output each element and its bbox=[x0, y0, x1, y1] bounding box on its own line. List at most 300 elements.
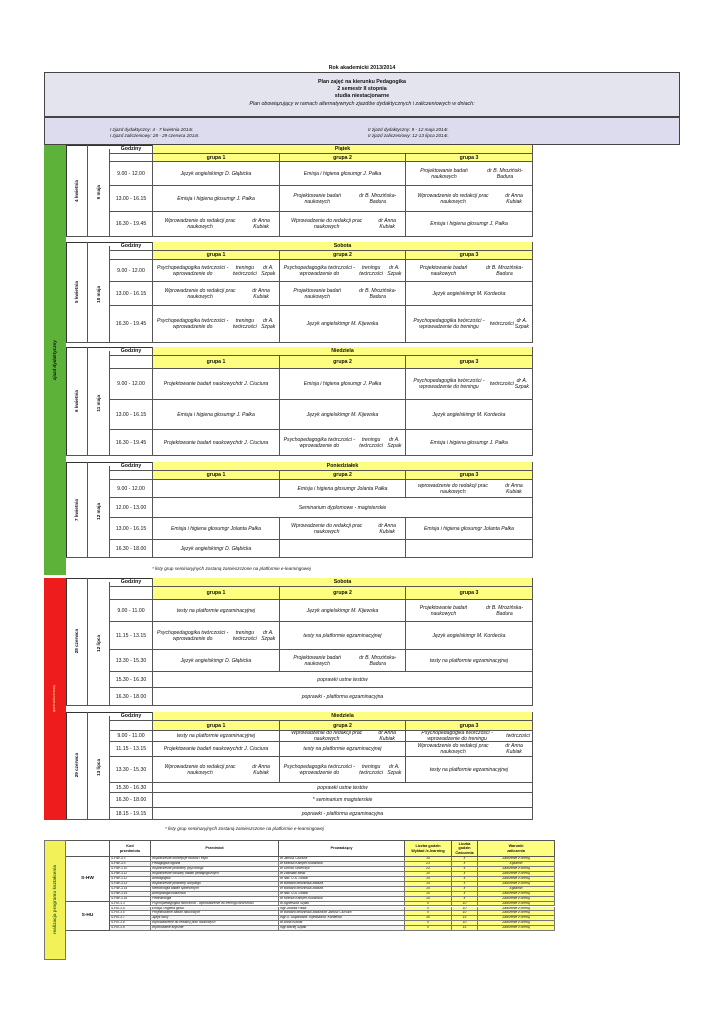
group-2-header: grupa 2 bbox=[280, 721, 406, 731]
date-primary-label: 5 kwietnia bbox=[73, 281, 79, 303]
class-line: Psychopedagogika twórczości - wprowadzenie do treningu bbox=[421, 731, 493, 742]
class-line: mgr M. Kordecka bbox=[466, 290, 506, 297]
class-cell-group-2 bbox=[280, 212, 406, 237]
program-cell: x bbox=[452, 872, 478, 877]
program-cell: S-HW-3.10 bbox=[110, 867, 151, 872]
time-slot: 16.30 - 19.45 bbox=[110, 430, 153, 456]
program-cell: x bbox=[452, 887, 478, 892]
program-header-line: Liczba bbox=[458, 842, 471, 847]
class-span-cell bbox=[153, 783, 533, 793]
class-cell-group-3 bbox=[406, 540, 533, 558]
class-cell-group-2 bbox=[280, 282, 406, 306]
program-cell: dr Zdzisław Bilski bbox=[279, 872, 405, 877]
time-slot: 13.00 - 16.15 bbox=[110, 186, 153, 212]
class-cell-group-2 bbox=[280, 757, 406, 783]
class-line: dr J. Ciuciura bbox=[238, 381, 269, 387]
program-cell: Współczesne koncepcje filozofii i etyki bbox=[151, 857, 279, 862]
time-slot: 9.00 - 12.00 bbox=[110, 480, 153, 498]
class-line: dr B. Mrozińska-Badura bbox=[359, 287, 397, 300]
program-cell: x bbox=[405, 911, 452, 916]
program-cell: 15 bbox=[405, 882, 452, 887]
date-primary bbox=[66, 347, 88, 456]
time-slot: 9.00 - 11.00 bbox=[110, 600, 153, 622]
program-cell: Egzamin bbox=[478, 887, 555, 892]
date-primary bbox=[66, 462, 88, 558]
program-cell: 15 bbox=[452, 926, 478, 931]
class-line: wprowadzenie do redakcji prac naukowych bbox=[417, 482, 488, 495]
class-line: dr J. Ciuciura bbox=[238, 746, 269, 752]
program-cell: x bbox=[405, 926, 452, 931]
class-line: Emisja i higiena głosu bbox=[430, 439, 480, 446]
program-cell: Projektowanie badań naukowych bbox=[151, 911, 279, 916]
program-cell: S-HW-3.15 bbox=[110, 892, 151, 897]
plan-title: Plan zajęć na kierunku Pedagogika bbox=[317, 79, 407, 86]
class-line: dr Anna Kubiak bbox=[252, 763, 270, 776]
date-primary bbox=[66, 578, 88, 706]
program-cell: Wychowanie fizyczne bbox=[151, 926, 279, 931]
class-cell-group-2 bbox=[280, 650, 406, 672]
class-line: Wprowadzenie do redakcji prac naukowych bbox=[291, 522, 363, 535]
class-line: Psychopedagogika twórczości - wprowadzenie do treningu bbox=[413, 318, 485, 330]
class-line: treningu twórczości bbox=[359, 436, 384, 449]
program-header-5 bbox=[452, 840, 478, 857]
class-line: mgr M. Kijewska bbox=[340, 411, 379, 418]
class-cell-group-1 bbox=[153, 430, 280, 456]
program-cell: 30 bbox=[405, 916, 452, 921]
program-group-label: S-HU bbox=[66, 902, 110, 932]
program-cell: 10 bbox=[452, 902, 478, 907]
class-line: Psychopedagogika twórczości - wprowadzenie do bbox=[156, 318, 229, 330]
program-cell: dr Anna Kubiak bbox=[279, 921, 405, 926]
program-cell: x bbox=[452, 882, 478, 887]
class-cell-group-3 bbox=[406, 282, 533, 306]
class-cell-group-3 bbox=[406, 162, 533, 186]
group-2-header: grupa 2 bbox=[280, 587, 406, 600]
day-header: Sobota bbox=[153, 578, 533, 587]
godziny-header: Godziny bbox=[110, 578, 153, 587]
program-group-label: S-HW bbox=[66, 857, 110, 902]
program-cell: 23 bbox=[405, 862, 452, 867]
program-cell: Zaliczenie z oceną bbox=[478, 857, 555, 862]
program-header-line: Kod bbox=[126, 844, 134, 849]
program-cell: Zaliczenie z oceną bbox=[478, 882, 555, 887]
class-line: dr A. Szpak bbox=[514, 318, 529, 330]
program-cell: S-HW-3.13 bbox=[110, 882, 151, 887]
class-line: Psychopedagogika twórczości - wprowadzenie do bbox=[156, 264, 229, 277]
group-3-header: grupa 3 bbox=[406, 587, 533, 600]
date-secondary-label: 11 maja bbox=[95, 394, 101, 412]
program-cell: dr Barbara Mrozińska-Badura bbox=[279, 882, 405, 887]
program-cell: Zaliczenie z oceną bbox=[478, 897, 555, 902]
program-cell: S-HU-3.5 bbox=[110, 911, 151, 916]
date-secondary-label: 10 maja bbox=[95, 285, 101, 303]
class-cell-group-3 bbox=[406, 731, 533, 742]
godziny-header: Godziny bbox=[110, 242, 153, 251]
program-cell: Język obcy bbox=[151, 916, 279, 921]
program-cell: Zaliczenie z oceną bbox=[478, 877, 555, 882]
class-cell-group-3 bbox=[406, 742, 533, 757]
class-line: twórczości bbox=[506, 733, 530, 739]
class-line: dr Anna Kubiak bbox=[505, 482, 523, 495]
class-line: mgr D. Głąbicka bbox=[214, 545, 252, 552]
class-line: Projektowanie badań naukowych bbox=[163, 746, 239, 752]
program-cell: Zaliczenie z oceną bbox=[478, 907, 555, 912]
date-secondary-label: 12 lipca bbox=[95, 635, 101, 652]
program-cell: Zaliczenie z oceną bbox=[478, 902, 555, 907]
group-1-header: grupa 1 bbox=[153, 251, 280, 260]
program-cell: Współczesne problemy socjologii bbox=[151, 882, 279, 887]
class-line: Wprowadzenie do redakcji prac naukowych bbox=[164, 287, 236, 300]
class-line: Emisja i higiena głosu bbox=[177, 195, 227, 202]
program-cell: x bbox=[405, 907, 452, 912]
class-line: Emisja i higiena głosu bbox=[297, 485, 347, 492]
program-cell: Wprowadzenie do redakcji prac naukowych bbox=[151, 921, 279, 926]
class-line: dr J. Ciuciura bbox=[238, 439, 269, 446]
class-line: dr Anna Kubiak bbox=[505, 743, 523, 755]
program-cell: 10 bbox=[452, 907, 478, 912]
godziny-spacer bbox=[110, 587, 153, 600]
class-cell-group-2 bbox=[280, 400, 406, 430]
class-line: treningu twórczości bbox=[232, 629, 257, 642]
class-line: mgr J. Pałka bbox=[226, 195, 255, 202]
class-line: Psychopedagogika twórczości - wprowadzenie do bbox=[156, 629, 229, 642]
group-3-header: grupa 3 bbox=[406, 356, 533, 369]
date-secondary bbox=[88, 246, 110, 343]
class-line: mgr J. Pałka bbox=[479, 221, 508, 227]
time-slot: 9.00 - 12.00 bbox=[110, 162, 153, 186]
program-header-6 bbox=[478, 840, 555, 857]
program-cell: Psychopedagogika twórczości - wprowadzenie do treningu twórczości bbox=[151, 902, 279, 907]
semester: 2 semestr II stopnia bbox=[337, 86, 387, 93]
zjazd-left-2: I zjazd zaliczeniowy: 28 - 29 czerwca 2014r. bbox=[110, 133, 200, 138]
group-3-header: grupa 3 bbox=[406, 154, 533, 162]
program-cell: x bbox=[452, 862, 478, 867]
time-slot: 9.00 - 12.00 bbox=[110, 369, 153, 400]
group-3-header: grupa 3 bbox=[406, 471, 533, 480]
godziny-spacer bbox=[110, 154, 153, 162]
class-cell-group-3 bbox=[406, 306, 533, 343]
time-slot: 16.30 - 19.45 bbox=[110, 212, 153, 237]
program-header-line: Prowadzący bbox=[330, 846, 353, 851]
class-line: mgr J. Pałka bbox=[226, 411, 255, 418]
zjazd-dydaktyczny-label: zjazd dydaktyczny bbox=[52, 339, 58, 381]
program-cell: Zaliczenie z oceną bbox=[478, 921, 555, 926]
program-cell: Współczesne problemy psychologii bbox=[151, 867, 279, 872]
program-header-line: Liczba godzin bbox=[415, 844, 441, 849]
class-line: mgr M. Kordecka bbox=[466, 632, 506, 639]
program-cell: x bbox=[452, 867, 478, 872]
class-cell-group-1 bbox=[153, 400, 280, 430]
class-line: mgr M. Kijewska bbox=[340, 321, 379, 327]
class-cell-group-1 bbox=[153, 369, 280, 400]
date-secondary bbox=[88, 351, 110, 456]
day-header: Piątek bbox=[153, 145, 533, 154]
program-cell: Zaliczenie z oceną bbox=[478, 872, 555, 877]
class-line: dr Anna Kubiak bbox=[252, 287, 270, 300]
class-cell-group-1 bbox=[153, 306, 280, 343]
class-span-cell bbox=[153, 688, 533, 706]
program-cell: Pedagogika ogólna bbox=[151, 862, 279, 867]
group-2-header: grupa 2 bbox=[280, 251, 406, 260]
class-line: testy na platformie egzaminacyjnej bbox=[429, 657, 509, 664]
program-cell: S-HW-3.3 bbox=[110, 857, 151, 862]
class-line: Projektowanie badań naukowych bbox=[293, 287, 341, 300]
program-cell: 15 bbox=[405, 897, 452, 902]
time-slot: 13.30 - 15.30 bbox=[110, 650, 153, 672]
class-cell-group-3 bbox=[406, 622, 533, 650]
zjazd-zaliczeniowy-label: zjazd zaliczeniowy bbox=[52, 685, 57, 713]
class-line: mgr M. Kijewska bbox=[340, 607, 379, 614]
class-line: mgr J. Pałka bbox=[352, 170, 382, 177]
time-slot: 16.30 - 18.00 bbox=[110, 540, 153, 558]
program-cell: 15 bbox=[405, 887, 452, 892]
date-secondary bbox=[88, 716, 110, 820]
class-line: Emisja i higiena głosu bbox=[303, 170, 353, 177]
program-cell: Andragogika bbox=[151, 877, 279, 882]
godziny-header: Godziny bbox=[110, 462, 153, 471]
time-slot: 9.00 - 12.00 bbox=[110, 260, 153, 282]
program-cell: Antropologia kulturowa bbox=[151, 892, 279, 897]
class-cell-group-1 bbox=[153, 540, 280, 558]
program-cell: Pedeutologia bbox=[151, 897, 279, 902]
program-cell: S-HW-3.12 bbox=[110, 877, 151, 882]
class-cell-group-2 bbox=[280, 430, 406, 456]
class-line: treningu twórczości bbox=[359, 763, 384, 776]
time-slot: 13.30 - 15.30 bbox=[110, 757, 153, 783]
class-cell-group-2 bbox=[280, 306, 406, 343]
group-1-header: grupa 1 bbox=[153, 587, 280, 600]
class-line: Projektowanie badań naukowych bbox=[419, 604, 468, 617]
class-line: twórczości bbox=[490, 321, 514, 327]
group-1-header: grupa 1 bbox=[153, 154, 280, 162]
class-line: Projektowanie badań naukowych bbox=[293, 192, 341, 205]
class-line: testy na platformie egzaminacyjnej bbox=[429, 766, 509, 773]
class-span-cell bbox=[153, 793, 533, 808]
class-line: Psychopedagogika twórczości - wprowadzenie do bbox=[283, 436, 356, 449]
class-line: Wprowadzenie do redakcji prac naukowych bbox=[164, 763, 236, 776]
program-cell: S-HU-3.9 bbox=[110, 926, 151, 931]
program-cell: dr Agnieszka Szpak bbox=[279, 902, 405, 907]
class-line: poprawki - platforma egzaminacyjna bbox=[301, 693, 384, 700]
program-cell: Współczesne obszary badań pedagogicznych bbox=[151, 872, 279, 877]
date-primary-label: 6 kwietnia bbox=[73, 390, 79, 412]
class-cell-group-1 bbox=[153, 518, 280, 540]
class-line: twórczości bbox=[490, 381, 514, 387]
class-line: Język angielski bbox=[432, 411, 467, 418]
class-line: mgr D. Głąbicka bbox=[214, 657, 252, 664]
class-span-cell bbox=[153, 498, 533, 518]
class-line: Język angielski bbox=[180, 170, 215, 177]
date-secondary bbox=[88, 582, 110, 706]
class-span-cell bbox=[153, 808, 533, 820]
time-slot: 9.00 - 11.00 bbox=[110, 731, 153, 742]
godziny-header: Godziny bbox=[110, 712, 153, 721]
class-line: Język angielski bbox=[180, 545, 215, 552]
day-header: Niedziela bbox=[153, 712, 533, 721]
zjazd-left-1: I zjazd dydaktyczny: 4 - 7 kwietnia 2014r. bbox=[110, 127, 194, 132]
class-cell-group-1 bbox=[153, 282, 280, 306]
class-line: mgr J. Pałka bbox=[479, 439, 508, 446]
program-cell: x bbox=[452, 897, 478, 902]
class-cell-group-3 bbox=[406, 650, 533, 672]
program-cell: 15 bbox=[405, 857, 452, 862]
program-cell: dr Monika Kamper-Kubańska bbox=[279, 862, 405, 867]
class-line: Emisja i higiena głosu bbox=[430, 221, 480, 227]
godziny-header: Godziny bbox=[110, 145, 153, 154]
class-cell-group-1 bbox=[153, 742, 280, 757]
class-line: mgr D. Głąbicka bbox=[214, 170, 252, 177]
class-line: mgr M. Kordecka bbox=[466, 411, 506, 418]
program-cell: mgr Maciej Szpak bbox=[279, 926, 405, 931]
date-secondary-label: 9 maja bbox=[95, 185, 101, 200]
program-cell: S-HW-3.14 bbox=[110, 887, 151, 892]
class-line: * seminarium magisterskie bbox=[312, 797, 373, 803]
class-line: dr Anna Kubiak bbox=[378, 731, 397, 742]
program-cell: Metodologia badań społecznych bbox=[151, 887, 279, 892]
program-cell: Emisja i higiena głosu bbox=[151, 907, 279, 912]
class-line: Wprowadzenie do redakcji prac naukowych bbox=[417, 192, 489, 205]
class-line: Wprowadzenie do redakcji prac naukowych bbox=[417, 743, 489, 755]
program-cell: S-HU-3.7 bbox=[110, 916, 151, 921]
program-cell: S-HW-3.16 bbox=[110, 897, 151, 902]
day-header: Niedziela bbox=[153, 347, 533, 356]
program-cell: 15 bbox=[452, 916, 478, 921]
program-cell: dr Monika Kamper-Kubańska bbox=[279, 897, 405, 902]
class-cell-group-2 bbox=[280, 600, 406, 622]
class-line: Emisja i higiena głosu bbox=[423, 525, 474, 532]
class-line: Psychopedagogika twórczości - wprowadzenie do bbox=[283, 264, 356, 277]
class-cell-group-2 bbox=[280, 480, 406, 498]
class-cell-group-3 bbox=[406, 518, 533, 540]
program-cell: dr Dorota Strzelczyk bbox=[279, 867, 405, 872]
date-primary-label: 28 czerwca bbox=[73, 629, 79, 654]
class-line: dr A. Szpak bbox=[261, 629, 276, 642]
class-line: mgr J. Pałka bbox=[352, 381, 382, 387]
class-line: Język angielski bbox=[432, 632, 467, 639]
program-header-line: przedmiotu bbox=[119, 848, 141, 853]
time-slot: 15.30 - 16.30 bbox=[110, 783, 153, 793]
note-seminar-1: * listy grup seminaryjnych zostaną zamieszczone na platformie e-learningowej bbox=[152, 566, 311, 571]
class-line: dr B. Mroziński-Badura bbox=[487, 167, 523, 180]
program-cell: Zaliczenie z oceną bbox=[478, 911, 555, 916]
class-line: Wprowadzenie do redakcji prac naukowych bbox=[291, 731, 363, 742]
class-cell-group-1 bbox=[153, 600, 280, 622]
program-cell: 10 bbox=[452, 911, 478, 916]
program-cell: dr Janusz Ciuciura bbox=[279, 857, 405, 862]
class-line: Projektowanie badań naukowych bbox=[293, 654, 341, 667]
godziny-spacer bbox=[110, 471, 153, 480]
class-line: Język angielski bbox=[306, 607, 341, 614]
class-line: dr A. Szpak bbox=[261, 318, 276, 330]
class-line: Wprowadzenie do redakcji prac naukowych bbox=[291, 218, 363, 230]
program-cell: S-HU-3.8 bbox=[110, 921, 151, 926]
program-cell: 10 bbox=[405, 872, 452, 877]
date-primary bbox=[66, 712, 88, 820]
date-primary-label: 4 kwietnia bbox=[73, 179, 79, 202]
class-cell-group-2 bbox=[280, 186, 406, 212]
program-cell: dr hab. U.A. Dostal bbox=[279, 892, 405, 897]
class-line: Psychopedagogika twórczości - wprowadzenie do bbox=[283, 763, 356, 776]
class-line: dr B. Mrozińska-Badura bbox=[485, 604, 524, 617]
class-line: Emisja i higiena głosu bbox=[177, 411, 227, 418]
class-line: dr B. Mrozińska-Badura bbox=[485, 264, 524, 277]
class-line: Projektowanie badań naukowych bbox=[163, 381, 239, 387]
class-line: dr Anna Kubiak bbox=[378, 218, 397, 230]
date-secondary-label: 13 lipca bbox=[95, 759, 101, 776]
time-slot: 16.30 - 19.45 bbox=[110, 306, 153, 343]
date-secondary bbox=[88, 149, 110, 237]
class-line: Język angielski bbox=[306, 411, 341, 418]
class-line: Psychopedagogika twórczości - wprowadzenie do treningu bbox=[413, 378, 485, 390]
date-primary-label: 7 kwietnia bbox=[73, 498, 79, 521]
program-header-line: godzin bbox=[458, 846, 471, 851]
class-cell-group-1 bbox=[153, 212, 280, 237]
program-cell: x bbox=[405, 921, 452, 926]
godziny-header: Godziny bbox=[110, 347, 153, 356]
group-2-header: grupa 2 bbox=[280, 471, 406, 480]
date-primary bbox=[66, 242, 88, 343]
class-line: dr A. Szpak bbox=[387, 436, 402, 449]
time-slot: 18.15 - 19.15 bbox=[110, 808, 153, 820]
program-cell: x bbox=[405, 902, 452, 907]
class-line: testy na platformie egzaminacyjnej bbox=[303, 746, 382, 752]
class-cell-group-1 bbox=[153, 622, 280, 650]
program-cell: mgr Jolanta Pałka bbox=[279, 907, 405, 912]
class-line: dr Anna Kubiak bbox=[505, 192, 523, 205]
program-header-4 bbox=[405, 840, 452, 857]
class-line: testy na platformie egzaminacyjnej bbox=[176, 733, 256, 739]
class-cell-group-1 bbox=[153, 260, 280, 282]
program-cell: dr Barbara Mrozińska-Badura bbox=[279, 887, 405, 892]
godziny-spacer bbox=[110, 356, 153, 369]
class-line: Wprowadzenie do redakcji prac naukowych bbox=[164, 218, 236, 230]
day-header: Poniedziałek bbox=[153, 462, 533, 471]
class-line: Seminarium dyplomowe - magisterskie bbox=[298, 504, 387, 511]
class-cell-group-3 bbox=[406, 480, 533, 498]
class-cell-group-3 bbox=[406, 186, 533, 212]
program-cell: Zaliczenie z oceną bbox=[478, 926, 555, 931]
program-header-2 bbox=[151, 840, 279, 857]
class-cell-group-2 bbox=[280, 540, 406, 558]
class-cell-group-2 bbox=[280, 518, 406, 540]
program-corner bbox=[66, 840, 110, 857]
class-line: mgr Jolanta Pałka bbox=[346, 485, 388, 492]
date-secondary bbox=[88, 466, 110, 558]
study-mode: studia niestacjonarne bbox=[334, 93, 390, 100]
class-line: poprawki ustne testów bbox=[317, 784, 368, 791]
date-primary-label: 29 czerwca bbox=[73, 753, 79, 778]
group-2-header: grupa 2 bbox=[280, 356, 406, 369]
class-line: Język angielski bbox=[306, 321, 341, 327]
time-slot: 16.30 - 18.00 bbox=[110, 793, 153, 808]
class-line: dr A. Szpak bbox=[387, 264, 402, 277]
program-cell: mgr D. Głąbicka/M. Kijewska/M. Kordecka bbox=[279, 916, 405, 921]
class-cell-group-3 bbox=[406, 369, 533, 400]
academic-year: Rok akademicki 2013/2014 bbox=[44, 65, 680, 73]
program-cell: S-HW-3.5 bbox=[110, 862, 151, 867]
class-line: treningu twórczości bbox=[232, 264, 257, 277]
program-header-1 bbox=[110, 840, 151, 857]
program-cell: 10 bbox=[405, 892, 452, 897]
group-3-header: grupa 3 bbox=[406, 251, 533, 260]
day-header: Sobota bbox=[153, 242, 533, 251]
time-slot: 12.00 - 13.00 bbox=[110, 498, 153, 518]
program-cell: Egzamin bbox=[478, 862, 555, 867]
realizacja-label: realizacja programu kształcenia bbox=[52, 865, 58, 935]
group-1-header: grupa 1 bbox=[153, 471, 280, 480]
time-slot: 15.30 - 16.30 bbox=[110, 672, 153, 688]
godziny-spacer bbox=[110, 721, 153, 731]
